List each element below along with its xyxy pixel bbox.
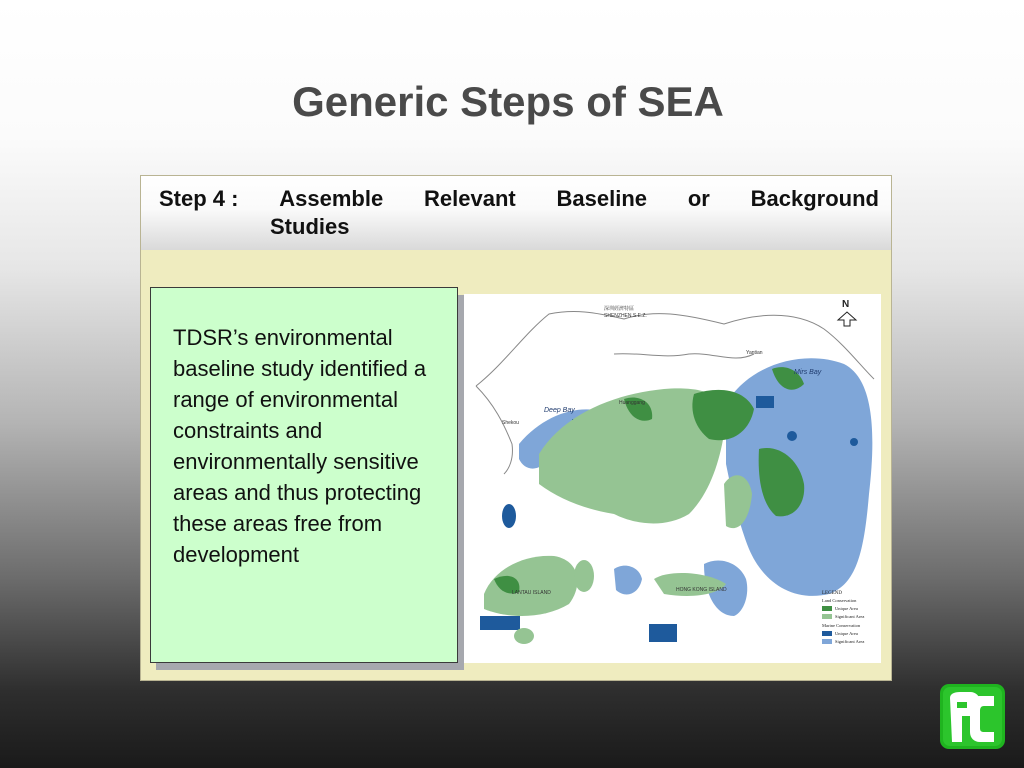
north-label: N	[842, 299, 850, 310]
border-label-en: SHENZHEN S.E.Z.	[604, 313, 647, 319]
step-word: Relevant	[424, 186, 516, 211]
place-label: Deep Bay	[544, 407, 575, 414]
north-arrow-icon	[838, 312, 856, 326]
step-word: Background	[750, 186, 879, 211]
legend-item: Significant Area	[835, 614, 865, 619]
legend-item: Unique Area	[835, 606, 858, 611]
step-word: or	[687, 186, 710, 211]
place-label: HONG KONG ISLAND	[676, 587, 727, 593]
step-title-continuation: Studies	[270, 214, 350, 239]
place-label: LANTAU ISLAND	[512, 590, 551, 596]
conservation-map	[464, 294, 881, 663]
step-word: Assemble	[279, 186, 384, 211]
step-header	[141, 176, 891, 250]
legend-item: Unique Area	[835, 631, 858, 636]
place-label: Shekou	[502, 420, 519, 426]
place-label: Yantian	[746, 350, 763, 356]
text-box-paragraph: TDSR’s environmental baseline study identified a range of environmental constraints and environmentally sensitive areas and thus protecting these areas free from development	[173, 325, 427, 567]
place-label: Huanggang	[619, 400, 645, 406]
step-header-line	[159, 186, 879, 212]
slide-title: Generic Steps of SEA	[292, 78, 724, 125]
legend-swatch-marine-significant	[822, 639, 832, 644]
text-box	[150, 287, 458, 663]
legend-item: Significant Area	[835, 639, 865, 644]
map-drawing	[464, 294, 881, 663]
legend-swatch-land-significant	[822, 614, 832, 619]
place-label: Mirs Bay	[794, 369, 822, 376]
step-word: Baseline	[556, 186, 648, 211]
legend-title: LEGEND	[822, 591, 842, 596]
map-legend	[822, 591, 864, 644]
legend-swatch-marine-unique	[822, 631, 832, 636]
legend-land-heading: Land Conservation	[822, 598, 857, 603]
legend-swatch-land-unique	[822, 606, 832, 611]
legend-marine-heading: Marine Conservation	[822, 623, 861, 628]
step-number: Step 4 :	[159, 186, 239, 211]
border-label: 深圳經濟特區	[604, 306, 635, 312]
epd-logo-icon	[940, 684, 1005, 749]
content-panel	[140, 175, 892, 681]
